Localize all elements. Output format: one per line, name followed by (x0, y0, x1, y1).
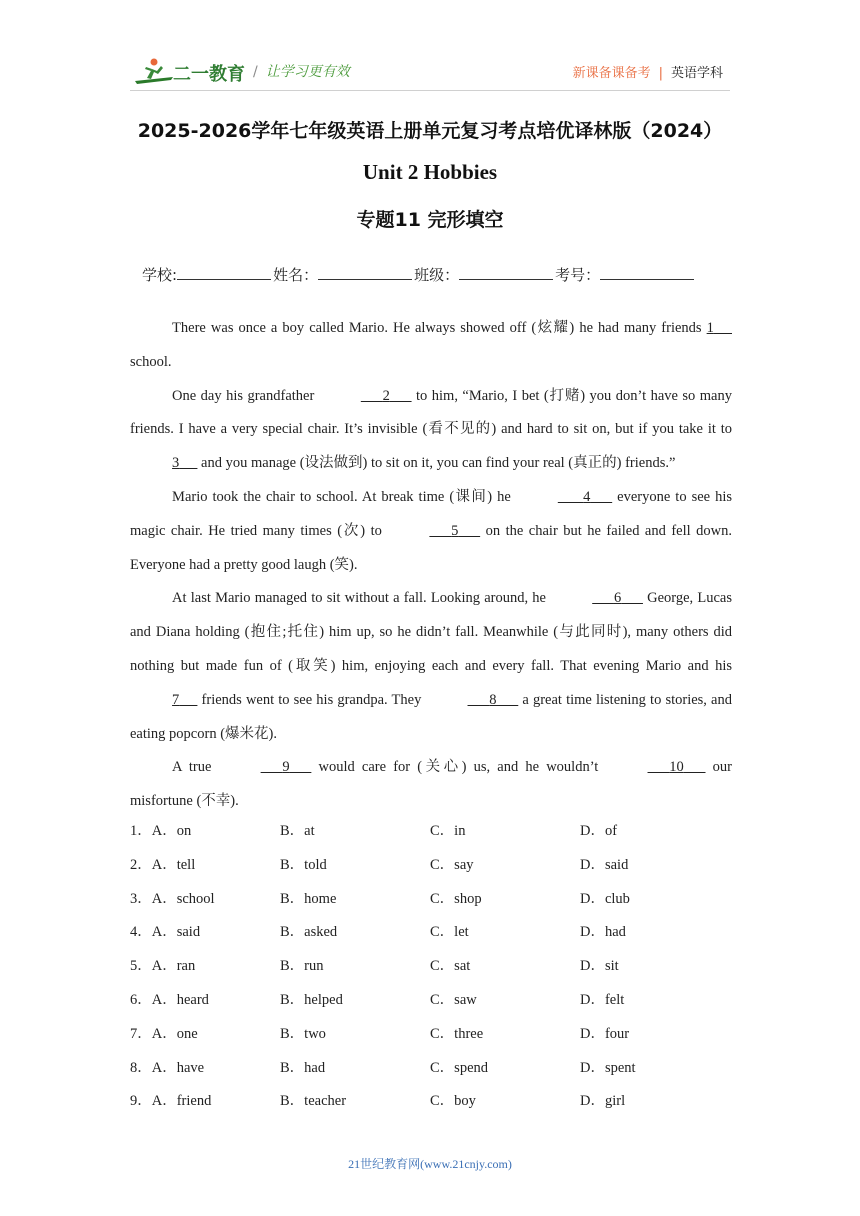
option-a: 5．A．ran (130, 958, 196, 975)
question-4-options (130, 916, 732, 950)
option-a: 2．A．tell (130, 856, 196, 873)
svg-text:二一教育: 二一教育 (173, 64, 245, 85)
option-d: D．said (580, 856, 629, 873)
blank-10: 10 (669, 759, 684, 776)
header-right (573, 62, 723, 81)
paragraph-5: A true 9 would care for (关心) us, and he wouldn’t 10 our misfortune (不幸). (130, 751, 732, 819)
option-a: 1．A．on (130, 823, 192, 839)
option-d: D．spent (580, 1059, 636, 1076)
logo-icon (133, 55, 245, 89)
paragraph-2: One day his grandfather 2 to him, “Mario, I bet (打赌) you don’t have so many friends. I have a very special chair. It’s invisible (看不见的) and hard to sit on, but if you take it to 3 and you manage (设法做到) to sit on it, you can find your real (真正的) friends.” (130, 380, 732, 481)
option-c: C．sat (430, 958, 471, 975)
question-2-options (130, 849, 732, 883)
option-a: 8．A．have (130, 1059, 205, 1076)
option-b: B．had (280, 1059, 326, 1076)
footer-link[interactable]: 21世纪教育网(www.21cnjy.com) (348, 1157, 512, 1171)
option-b: B．run (280, 958, 324, 975)
name-label: 姓名： (273, 266, 319, 284)
header-course-label: 新课备课备考 (572, 66, 651, 81)
option-c: C．say (430, 856, 474, 873)
blank-3: 3 (172, 455, 180, 472)
class-blank[interactable] (459, 265, 553, 280)
question-9-options (130, 1085, 732, 1119)
school-label: 学校: (142, 266, 178, 284)
option-a: 6．A．heard (130, 991, 209, 1008)
page-header (0, 0, 860, 100)
question-1-options (130, 815, 732, 849)
paragraph-4: At last Mario managed to sit without a fall. Looking around, he 6 George, Lucas and Diana holding (抱住;托住) him up, so he didn’t fall. Meanwhile (与此同时), many others did nothing but made fun of (取笑) him, enjoying each and every fall. That evening Mario and his 7 friends went to see his grandpa. They 8 a great time listening to stories, and eating popcorn (爆米花). (130, 582, 732, 751)
blank-9: 9 (282, 759, 290, 776)
blank-7: 7 (172, 691, 180, 708)
document-title: 2025-2026学年七年级英语上册单元复习考点培优译林版（2024） (137, 120, 723, 142)
option-a: 9．A．friend (130, 1093, 212, 1110)
header-subject: 英语学科 (670, 66, 723, 81)
question-8-options (130, 1052, 732, 1086)
option-b: B．helped (280, 991, 343, 1008)
name-blank[interactable] (318, 265, 412, 280)
option-c: C．saw (430, 991, 477, 1008)
option-a: 7．A．one (130, 1025, 198, 1042)
option-c: C．shop (430, 890, 482, 907)
option-b: B．home (280, 890, 337, 907)
option-d: D．club (580, 890, 630, 907)
option-a: 3．A．school (130, 890, 215, 907)
exam-no-blank[interactable] (600, 265, 694, 280)
student-info-line (142, 264, 696, 285)
option-d: D．felt (580, 991, 625, 1008)
blank-5: 5 (451, 522, 459, 539)
paragraph-1: There was once a boy called Mario. He always showed off (炫耀) he had many friends 1 school. (130, 312, 732, 380)
class-label: 班级： (414, 266, 460, 284)
blank-4: 4 (583, 488, 591, 505)
question-6-options (130, 984, 732, 1018)
option-c: C．in (430, 823, 466, 839)
option-b: B．two (280, 1025, 326, 1042)
exam-no-label: 考号： (555, 266, 601, 284)
question-5-options (130, 950, 732, 984)
unit-title: Unit 2 Hobbies (362, 160, 498, 184)
option-c: C．spend (430, 1059, 488, 1076)
slogan-text: 让学习更有效 (265, 64, 350, 80)
option-b: B．at (280, 823, 315, 839)
blank-1: 1 (706, 320, 714, 336)
header-divider (130, 90, 730, 91)
question-7-options (130, 1018, 732, 1052)
cloze-passage (130, 312, 732, 819)
answer-options (130, 815, 732, 1119)
option-c: C．let (430, 924, 469, 941)
option-d: D．girl (580, 1093, 626, 1110)
paragraph-3: Mario took the chair to school. At break time (课间) he 4 everyone to see his magic chair. He tried many times (次) to 5 on the chair but he failed and fell down. Everyone had a pretty good laugh (笑). (130, 481, 732, 582)
blank-2: 2 (382, 387, 390, 404)
option-b: B．teacher (280, 1093, 347, 1110)
option-a: 4．A．said (130, 924, 201, 941)
option-d: D．had (580, 924, 626, 941)
blank-6: 6 (613, 590, 622, 607)
option-b: B．told (280, 856, 327, 873)
slogan: / 让学习更有效 (253, 64, 350, 80)
topic-title: 专题11 完形填空 (356, 209, 504, 231)
option-d: D．four (580, 1025, 630, 1042)
blank-8: 8 (489, 691, 497, 708)
option-c: C．boy (430, 1093, 476, 1110)
header-separator: | (658, 66, 663, 81)
option-d: D．sit (580, 958, 619, 975)
question-3-options (130, 883, 732, 917)
option-b: B．asked (280, 924, 338, 941)
school-blank[interactable] (177, 265, 271, 280)
option-c: C．three (430, 1025, 484, 1042)
option-d: D．of (580, 823, 618, 839)
